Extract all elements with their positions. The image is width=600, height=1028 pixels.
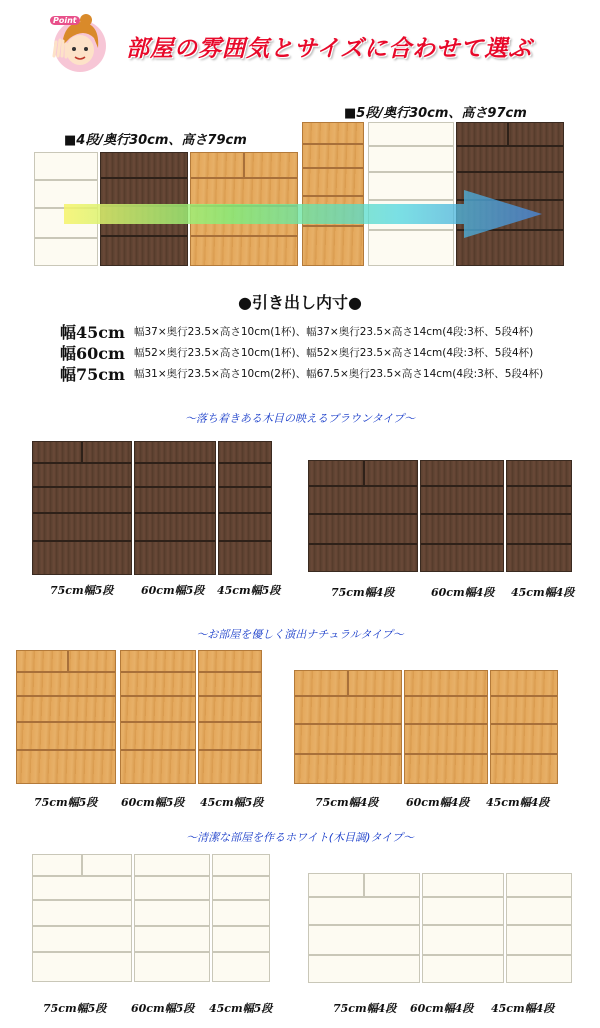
chest-natural-45-4 [490,670,558,784]
inner-dims-label: 幅75cm [60,365,125,384]
size-progression-arrow [64,190,544,238]
chest-natural-60-5 [120,650,196,784]
caption-brown-45-4: 45cm幅4段 [511,586,575,599]
caption-white-60-5: 60cm幅5段 [131,1002,195,1015]
chest-white-60-5 [134,854,210,982]
chest-brown-60-5 [134,441,216,575]
page-title: 部屋の雰囲気とサイズに合わせて選ぶ [126,35,533,62]
chest-natural-75-4 [294,670,402,784]
inner-dims-title: ●引き出し内寸● [238,293,362,312]
caption-white-45-5: 45cm幅5段 [209,1002,273,1015]
chest-white-45-5 [212,854,270,982]
inner-dims-text: 幅52×奥行23.5×高さ10cm(1杯)、幅52×奥行23.5×高さ14cm(4段:3杯、5段4杯) [134,347,534,359]
point-badge: Point [50,16,80,25]
caption-natural-75-4: 75cm幅4段 [315,796,379,809]
inner-dims-text: 幅31×奥行23.5×高さ10cm(2杯)、幅67.5×奥行23.5×高さ14cm(4段:3杯、5段4杯) [134,368,544,380]
caption-natural-60-5: 60cm幅5段 [121,796,185,809]
chest-white-75-4 [308,873,420,983]
chest-white-60-4 [422,873,504,983]
caption-brown-75-5: 75cm幅5段 [50,584,114,597]
inner-dims-row [60,320,600,340]
caption-brown-75-4: 75cm幅4段 [331,586,395,599]
section-heading-brown: ～落ち着きある木目の映えるブラウンタイプ～ [184,412,415,425]
chest-natural-75-5 [16,650,116,784]
chest-white-45-4 [506,873,572,983]
chest-brown-45-5 [218,441,272,575]
caption-white-45-4: 45cm幅4段 [491,1002,555,1015]
inner-dims-label: 幅60cm [60,344,125,363]
caption-natural-45-5: 45cm幅5段 [200,796,264,809]
caption-brown-45-5: 45cm幅5段 [217,584,281,597]
mascot-icon [48,12,112,76]
chest-natural-45-5 [198,650,262,784]
chest-white-75-5 [32,854,132,982]
section-heading-white: ～清潔な部屋を作るホワイト(木目調)タイプ～ [186,831,414,844]
four-tier-label: ■4段/奥行30cm、高さ79cm [64,133,247,148]
chest-brown-60-4 [420,460,504,572]
section-heading-natural: ～お部屋を優しく演出ナチュラルタイプ～ [196,628,404,641]
caption-brown-60-5: 60cm幅5段 [141,584,205,597]
caption-natural-75-5: 75cm幅5段 [34,796,98,809]
caption-white-75-4: 75cm幅4段 [333,1002,397,1015]
chest-brown-45-4 [506,460,572,572]
caption-natural-45-4: 45cm幅4段 [486,796,550,809]
caption-white-60-4: 60cm幅4段 [410,1002,474,1015]
inner-dims-text: 幅37×奥行23.5×高さ10cm(1杯)、幅37×奥行23.5×高さ14cm(4段:3杯、5段4杯) [134,326,534,338]
chest-natural-60-4 [404,670,488,784]
inner-dims-label: 幅45cm [60,323,125,342]
inner-dims-row [60,362,600,382]
caption-brown-60-4: 60cm幅4段 [431,586,495,599]
five-tier-label: ■5段/奥行30cm、高さ97cm [344,106,527,121]
inner-dims-row [60,341,600,361]
chest-brown-75-4 [308,460,418,572]
caption-natural-60-4: 60cm幅4段 [406,796,470,809]
chest-brown-75-5 [32,441,132,575]
caption-white-75-5: 75cm幅5段 [43,1002,107,1015]
